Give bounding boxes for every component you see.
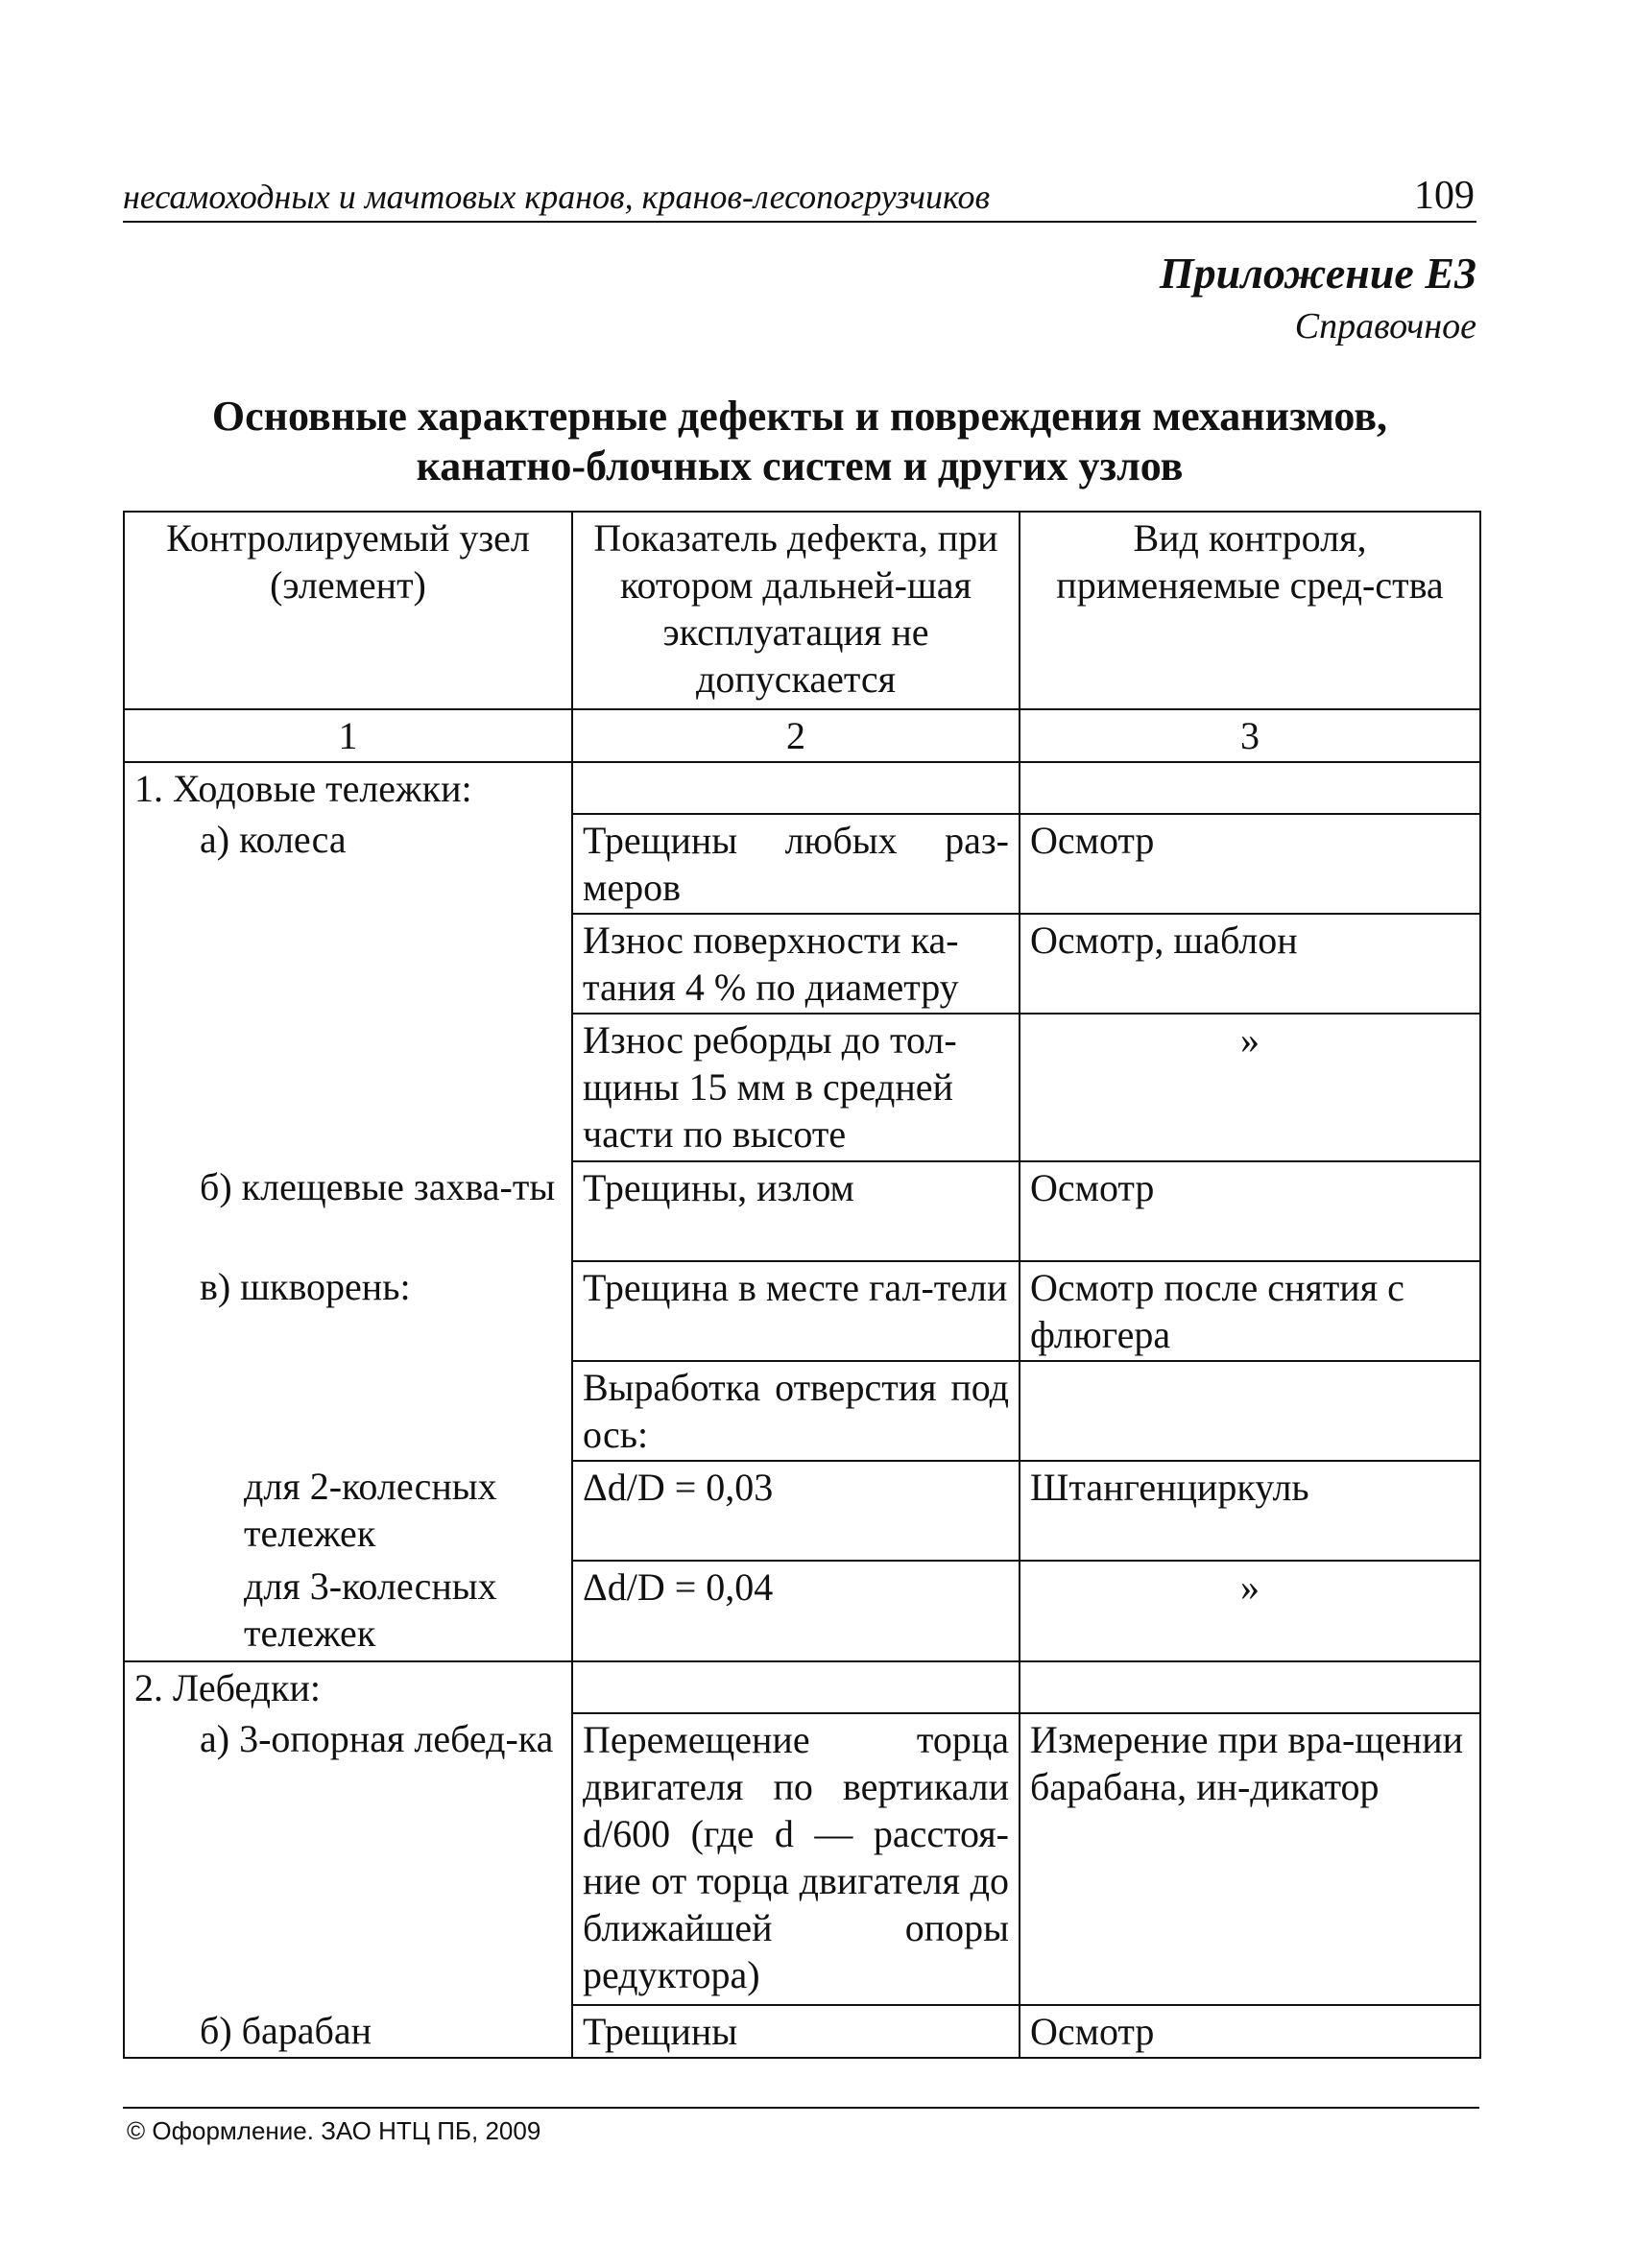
page-number: 109	[1414, 174, 1475, 218]
defects-table	[123, 511, 1481, 2059]
appendix-sublabel: Справочное	[1294, 306, 1476, 346]
table-row	[124, 814, 1480, 914]
cell-node: б) барабан	[200, 2009, 372, 2052]
cell-defect: Трещины	[572, 2005, 1020, 2058]
copyright-footer: © Оформление. ЗАО НТЦ ПБ, 2009	[127, 2116, 541, 2145]
table-row	[124, 1014, 1480, 1161]
table-row	[124, 2005, 1480, 2058]
cell-node	[124, 1014, 572, 1161]
running-header	[123, 173, 1476, 223]
cell-node: а) 3-опорная лебед-ка	[200, 1717, 554, 1760]
title-line-2: канатно-блочных систем и других узлов	[416, 442, 1184, 489]
cell-control: Осмотр	[1020, 814, 1480, 914]
table-row	[124, 1561, 1480, 1661]
cell-control: Осмотр, шаблон	[1020, 914, 1480, 1014]
cell-defect: Трещины любых раз-меров	[572, 814, 1020, 914]
cell-control: Измерение при вра-щении барабана, ин-дикатор	[1020, 1713, 1480, 2005]
table-row	[124, 1161, 1480, 1261]
cell-defect	[572, 1661, 1020, 1713]
table-row	[124, 1661, 1480, 1713]
document-title	[123, 392, 1476, 491]
header-cell-defect: Показатель дефекта, при котором дальней-шая эксплуатация не допускается	[572, 512, 1020, 709]
column-number-2: 2	[572, 709, 1020, 762]
column-number-row	[124, 709, 1480, 762]
header-cell-node: Контролируемый узел (элемент)	[124, 512, 572, 709]
cell-control	[1020, 762, 1480, 814]
cell-control: »	[1020, 1014, 1480, 1161]
cell-defect: Износ реборды до тол-щины 15 мм в средней части по высоте	[572, 1014, 1020, 1161]
cell-control: Осмотр	[1020, 2005, 1480, 2058]
appendix-label: Приложение Е3	[1159, 249, 1476, 298]
cell-control: Осмотр после снятия с флюгера	[1020, 1261, 1480, 1361]
cell-node: для 2-колесных тележек	[244, 1465, 497, 1555]
cell-defect: Перемещение торца двигателя по вертикали d/600 (где d — расстоя-ние от торца двигателя до ближайшей опоры редуктора)	[572, 1713, 1020, 2005]
cell-node	[124, 1361, 572, 1461]
cell-control: »	[1020, 1561, 1480, 1661]
table-row	[124, 1461, 1480, 1561]
cell-defect: Трещина в месте гал-тели	[572, 1261, 1020, 1361]
table-header-row	[124, 512, 1480, 709]
cell-node: для 3-колесных тележек	[244, 1564, 497, 1655]
cell-node: в) шкворень:	[200, 1265, 411, 1308]
cell-node: 2. Лебедки:	[124, 1661, 572, 1713]
cell-defect: Износ поверхности ка-тания 4 % по диаметру	[572, 914, 1020, 1014]
cell-control: Штангенциркуль	[1020, 1461, 1480, 1561]
table-row	[124, 914, 1480, 1014]
cell-defect	[572, 762, 1020, 814]
table-row	[124, 1713, 1480, 2005]
cell-control	[1020, 1661, 1480, 1713]
table-row	[124, 1361, 1480, 1461]
cell-node: 1. Ходовые тележки:	[124, 762, 572, 814]
cell-control: Осмотр	[1020, 1161, 1480, 1261]
table-row	[124, 762, 1480, 814]
column-number-3: 3	[1020, 709, 1480, 762]
cell-control	[1020, 1361, 1480, 1461]
cell-defect: Δd/D = 0,04	[572, 1561, 1020, 1661]
running-title: несамоходных и мачтовых кранов, кранов-лесопогрузчиков	[123, 178, 991, 216]
cell-defect: Δd/D = 0,03	[572, 1461, 1020, 1561]
column-number-1: 1	[124, 709, 572, 762]
footer-divider	[123, 2107, 1479, 2109]
table-row	[124, 1261, 1480, 1361]
cell-node	[124, 914, 572, 1014]
cell-defect: Выработка отверстия под ось:	[572, 1361, 1020, 1461]
header-cell-control: Вид контроля, применяемые сред-ства	[1020, 512, 1480, 709]
cell-defect: Трещины, излом	[572, 1161, 1020, 1261]
title-line-1: Основные характерные дефекты и повреждения механизмов,	[211, 393, 1388, 440]
cell-node: а) колеса	[200, 818, 347, 861]
cell-node: б) клещевые захва-ты	[200, 1165, 556, 1208]
